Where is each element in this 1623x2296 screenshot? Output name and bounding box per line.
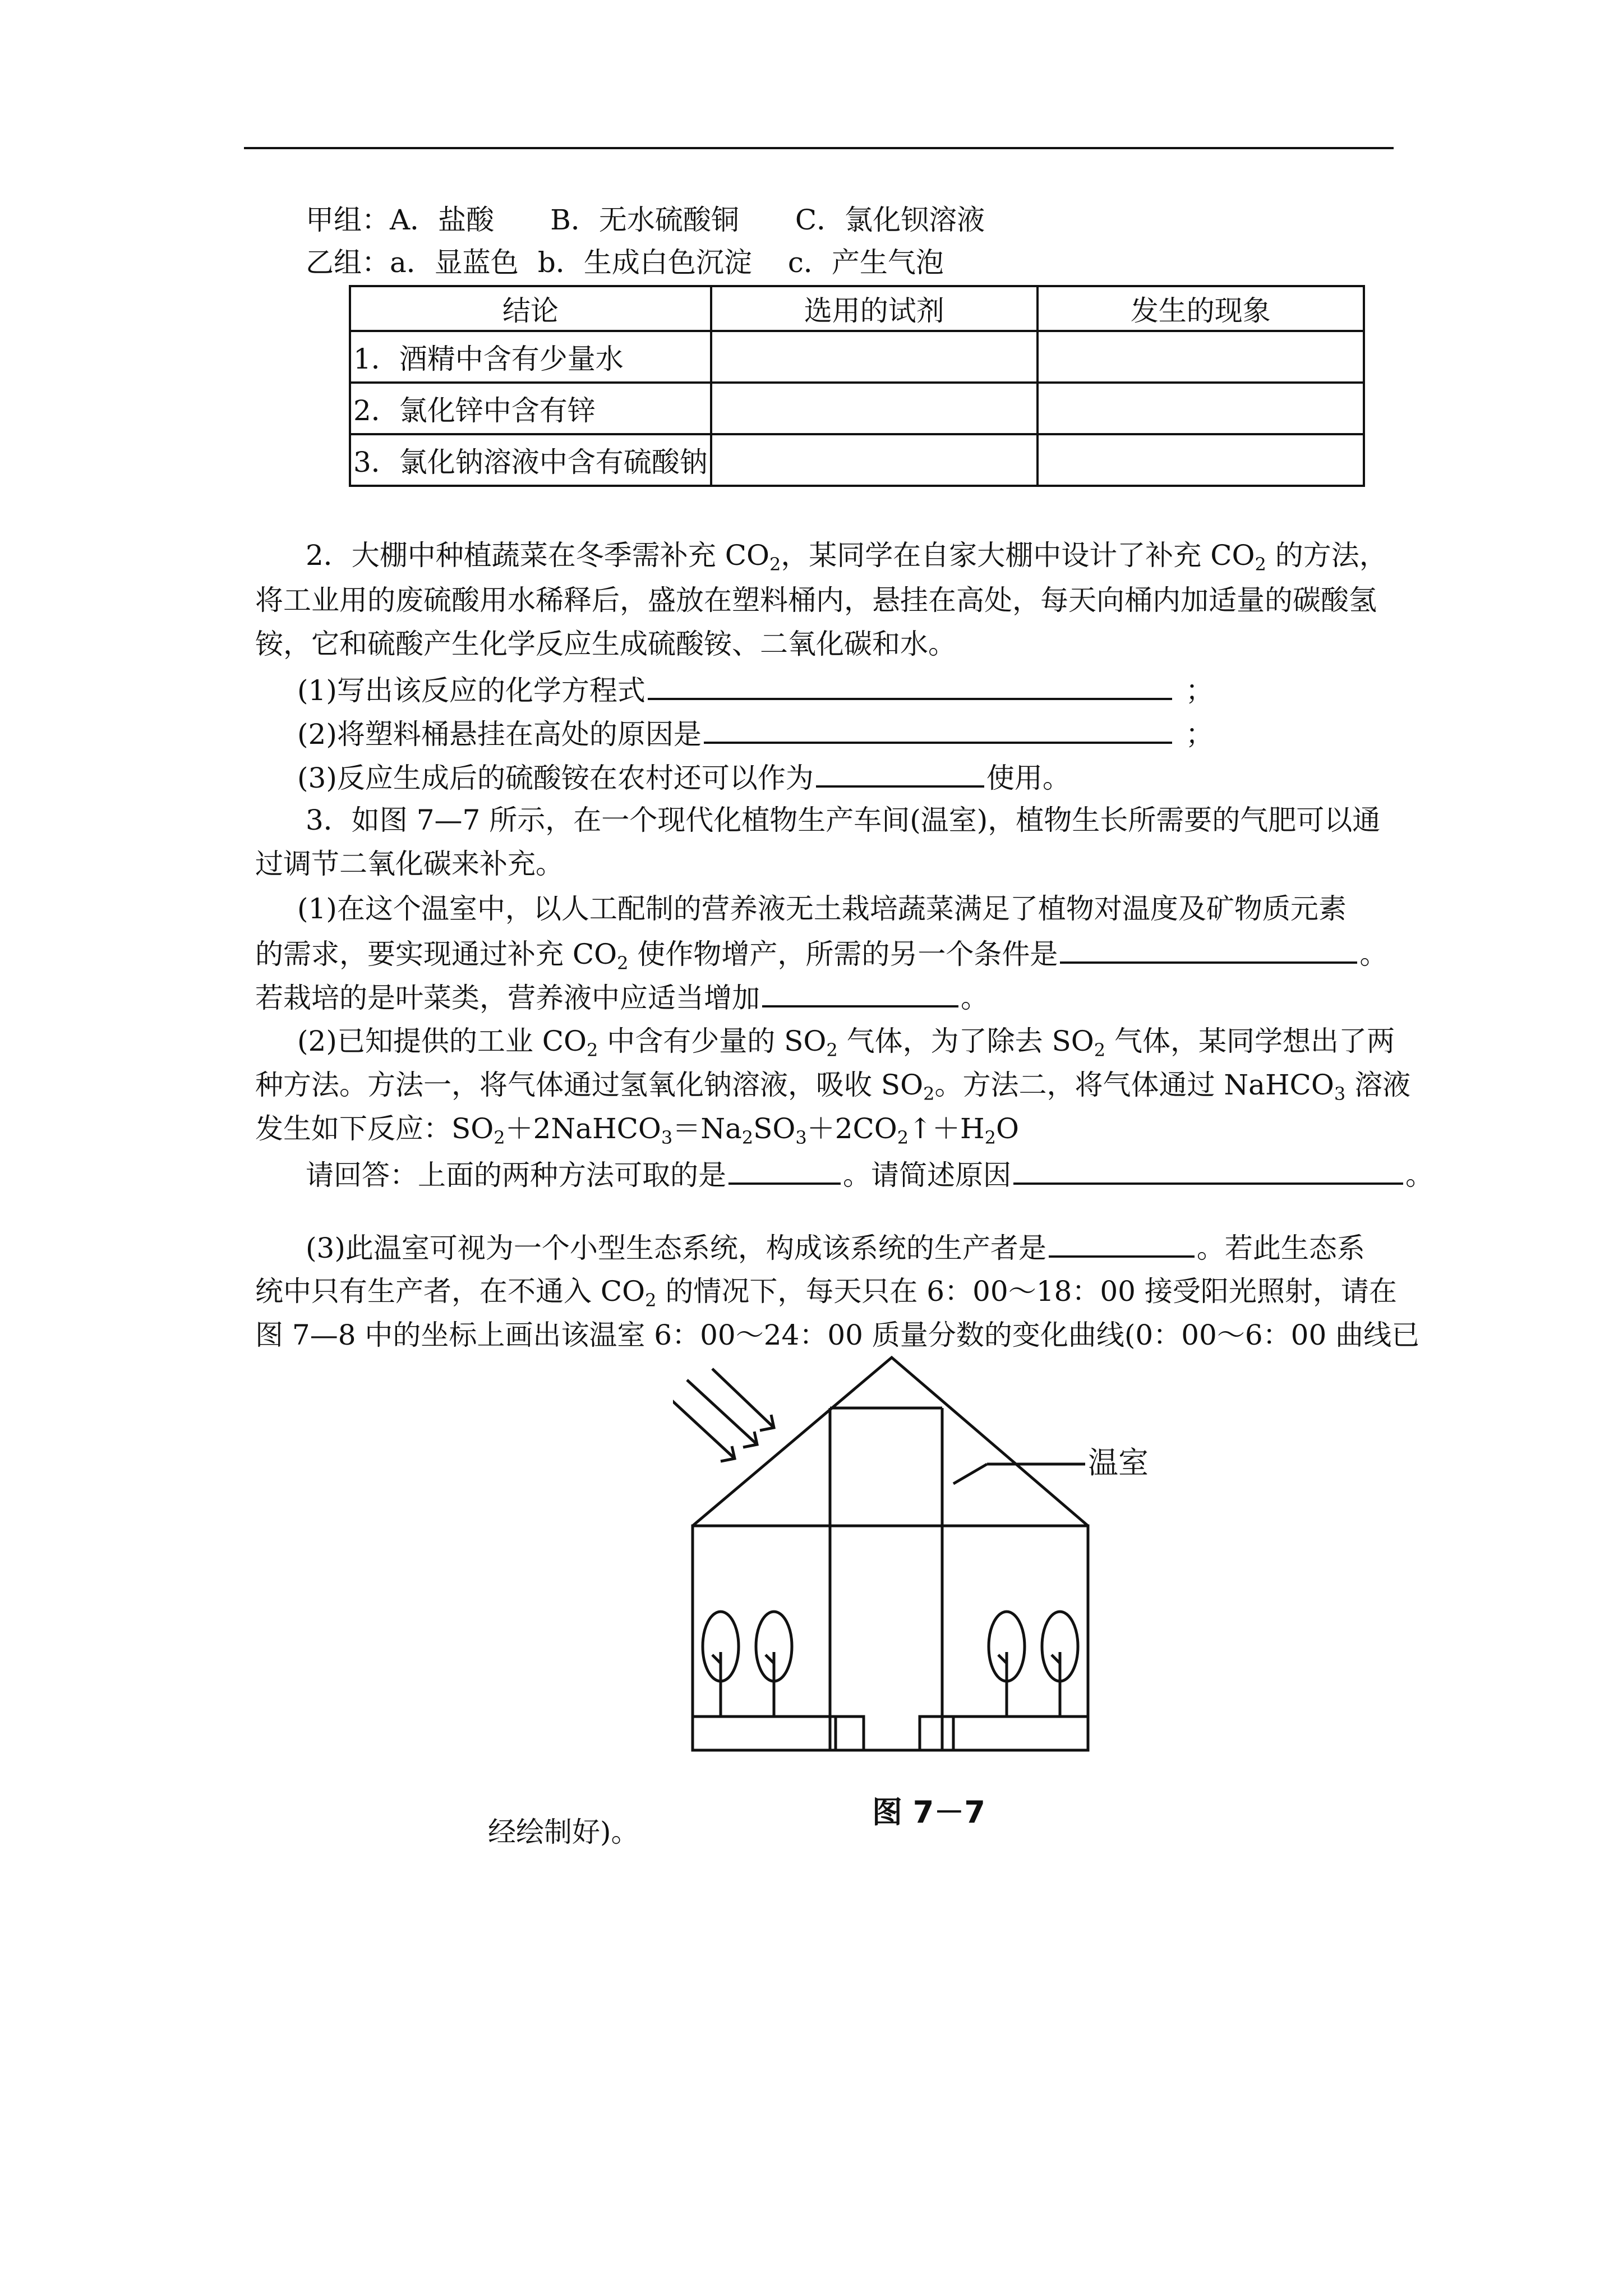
reagent-table <box>349 285 1365 487</box>
answer-blank[interactable] <box>648 672 1172 700</box>
reagent-answer-cell[interactable] <box>711 383 1038 434</box>
text: (1)写出该反应的化学方程式 <box>297 674 645 707</box>
text: 发生如下反应：SO <box>255 1112 494 1145</box>
q3-part-1-line-3 <box>255 979 989 1015</box>
q2-part-3 <box>297 760 1071 795</box>
phenomenon-answer-cell[interactable] <box>1038 331 1364 383</box>
table-header-row <box>350 286 1364 331</box>
option-a-lower: a．显蓝色 <box>390 246 519 279</box>
text: 使作物增产，所需的另一个条件是 <box>628 938 1058 970</box>
plant-icon <box>1042 1612 1078 1717</box>
q3-part-1-line-2 <box>255 936 1388 974</box>
text: 。 <box>961 982 989 1014</box>
q3-part-3-line-4: 经绘制好)。 <box>488 1816 639 1848</box>
text: 溶液 <box>1345 1069 1411 1101</box>
text: 若栽培的是叶菜类，营养液中应适当增加 <box>255 982 760 1014</box>
subscript: 2 <box>984 1127 997 1148</box>
subscript: 2 <box>586 1039 598 1061</box>
q3-part-3-line-1 <box>306 1230 1365 1265</box>
subscript: 2 <box>494 1127 505 1148</box>
text: 气体，为了除去 SO <box>837 1025 1094 1057</box>
header-cell: 结论 <box>350 286 711 331</box>
answer-blank[interactable] <box>704 716 1172 744</box>
text: ＝Na <box>672 1112 742 1145</box>
answer-blank[interactable] <box>1060 936 1357 964</box>
subscript: 2 <box>617 953 629 974</box>
q3-intro-line-1: 3．如图 7—7 所示，在一个现代化植物生产车间(温室)，植物生长所需要的气肥可以通 <box>306 804 1381 836</box>
answer-blank[interactable] <box>816 760 984 788</box>
answer-blank[interactable] <box>1049 1230 1195 1258</box>
text: (3)此温室可视为一个小型生态系统，构成该系统的生产者是 <box>306 1232 1046 1264</box>
table-row <box>350 434 1364 486</box>
text: SO <box>753 1112 796 1145</box>
conclusion-cell: 2．氯化锌中含有锌 <box>350 383 711 434</box>
option-c: C．氯化钡溶液 <box>795 204 985 236</box>
conclusion-cell: 1．酒精中含有少量水 <box>350 331 711 383</box>
answer-blank[interactable] <box>1013 1157 1403 1185</box>
q3-intro-line-2: 过调节二氧化碳来补充。 <box>255 848 564 880</box>
option-b: B．无水硫酸铜 <box>550 204 739 236</box>
plant-icon <box>703 1612 739 1717</box>
reagent-answer-cell[interactable] <box>711 434 1038 486</box>
q2-intro-line-2: 将工业用的废硫酸用水稀释后，盛放在塑料桶内，悬挂在高处，每天向桶内加适量的碳酸氢 <box>255 584 1377 616</box>
text: 的方法， <box>1266 539 1387 572</box>
text: ↑＋H <box>909 1112 985 1145</box>
subscript: 3 <box>1334 1083 1346 1105</box>
text: ，某同学在自家大棚中设计了补充 CO <box>781 539 1255 572</box>
text: 使用。 <box>986 762 1071 794</box>
q2-part-2 <box>297 716 1214 751</box>
text: 中含有少量的 SO <box>598 1025 827 1057</box>
subscript: 2 <box>1094 1039 1106 1061</box>
figure-caption: 图 7－7 <box>872 1795 985 1830</box>
sun-ray-arrows <box>673 1369 774 1461</box>
text: 气体，某同学想出了两 <box>1105 1025 1395 1057</box>
option-b-lower: b．生成白色沉淀 <box>537 246 752 279</box>
answer-blank[interactable] <box>762 979 958 1007</box>
text: 的情况下，每天只在 6：00～18：00 接受阳光照射，请在 <box>656 1275 1397 1308</box>
text: 2．大棚中种植蔬菜在冬季需补充 CO <box>306 539 769 572</box>
text: 统中只有生产者，在不通入 CO <box>255 1275 645 1308</box>
q3-part-2-line-2 <box>255 1068 1411 1105</box>
group-yi-label: 乙组： <box>306 246 390 279</box>
group-jia-label: 甲组： <box>306 204 390 236</box>
text: (3)反应生成后的硫酸铵在农村还可以作为 <box>297 762 814 794</box>
q3-part-2-equation <box>255 1112 1020 1148</box>
header-cell: 发生的现象 <box>1038 286 1364 331</box>
text: (2)将塑料桶悬挂在高处的原因是 <box>297 718 702 751</box>
right-bed <box>953 1717 1088 1750</box>
plant-icon <box>756 1612 792 1717</box>
text: ＋2CO <box>806 1112 897 1145</box>
text: 。 <box>1359 938 1388 970</box>
subscript: 2 <box>923 1083 935 1105</box>
subscript: 2 <box>826 1039 838 1061</box>
header-rule <box>244 147 1394 149</box>
phenomenon-answer-cell[interactable] <box>1038 434 1364 486</box>
text: O <box>996 1112 1020 1145</box>
subscript: 3 <box>795 1127 807 1148</box>
text: 种方法。方法一，将气体通过氢氧化钠溶液，吸收 SO <box>255 1069 924 1101</box>
left-bed <box>693 1717 836 1750</box>
subscript: 2 <box>741 1127 754 1148</box>
text: 。方法二，将气体通过 NaHCO <box>934 1069 1334 1101</box>
q2-intro-line-3: 铵，它和硫酸产生化学反应生成硫酸铵、二氧化碳和水。 <box>255 628 956 660</box>
q3-part-1-line-1: (1)在这个温室中，以人工配制的营养液无土栽培蔬菜满足了植物对温度及矿物质元素 <box>297 892 1347 925</box>
header-cell: 选用的试剂 <box>711 286 1038 331</box>
text: 的需求，要实现通过补充 CO <box>255 938 617 970</box>
option-a: A．盐酸 <box>390 204 495 236</box>
phenomenon-answer-cell[interactable] <box>1038 383 1364 434</box>
conclusion-cell: 3．氯化钠溶液中含有硫酸钠 <box>350 434 711 486</box>
answer-blank[interactable] <box>728 1157 841 1185</box>
subscript: 3 <box>661 1127 673 1148</box>
q3-part-2-answer <box>306 1157 1433 1192</box>
q3-part-3-line-3: 图 7—8 中的坐标上画出该温室 6：00～24：00 质量分数的变化曲线(0：00～6：00 曲线已 <box>255 1319 1420 1351</box>
roof <box>693 1358 1088 1526</box>
text: 。 <box>1405 1159 1433 1191</box>
table-row <box>350 331 1364 383</box>
subscript: 2 <box>897 1127 909 1148</box>
q3-part-3-line-2 <box>255 1274 1397 1311</box>
q2-intro-line-1 <box>306 539 1387 575</box>
text: ； <box>1185 718 1214 751</box>
subscript: 2 <box>1255 554 1266 575</box>
text: ＋2NaHCO <box>505 1112 661 1145</box>
text: ； <box>1185 674 1214 707</box>
text: 请回答：上面的两种方法可取的是 <box>306 1159 726 1191</box>
reagent-answer-cell[interactable] <box>711 331 1038 383</box>
group-jia <box>306 203 985 237</box>
greenhouse-figure <box>673 1346 1110 1773</box>
table-row <box>350 383 1364 434</box>
subscript: 2 <box>645 1290 657 1311</box>
plant-icon <box>989 1612 1025 1717</box>
text: 。若此生态系 <box>1196 1232 1365 1264</box>
text: 。请简述原因 <box>843 1159 1011 1191</box>
subscript: 2 <box>769 554 781 575</box>
greenhouse-label: 温室 <box>1088 1445 1149 1480</box>
text: (2)已知提供的工业 CO <box>297 1025 587 1057</box>
q2-part-1 <box>297 672 1214 707</box>
group-yi <box>306 246 944 279</box>
q3-part-2-line-1 <box>297 1024 1395 1061</box>
option-c-lower: c．产生气泡 <box>787 246 944 279</box>
right-step <box>920 1717 953 1750</box>
